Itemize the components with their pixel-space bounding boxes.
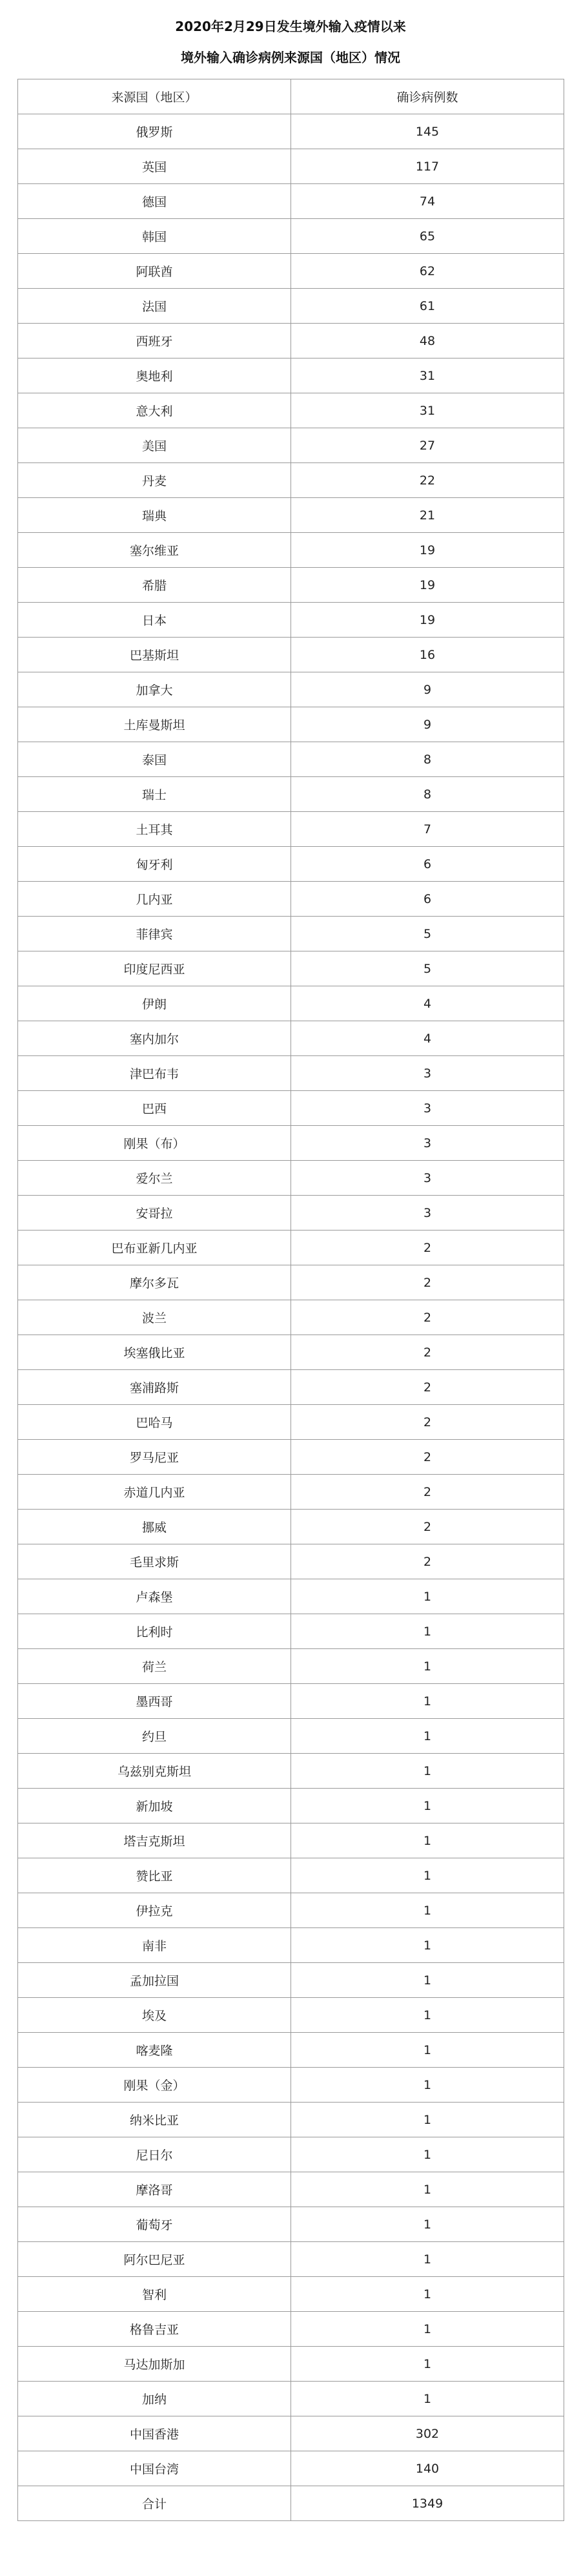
- title-line-2: 境外输入确诊病例来源国（地区）情况: [181, 50, 400, 65]
- cell-case-count: 62: [291, 254, 564, 289]
- cell-country: 比利时: [18, 1614, 291, 1649]
- cell-country: 津巴布韦: [18, 1056, 291, 1091]
- cell-case-count: 4: [291, 986, 564, 1021]
- cell-country: 瑞士: [18, 777, 291, 812]
- cell-case-count: 1: [291, 2068, 564, 2103]
- cell-case-count: 31: [291, 358, 564, 393]
- cell-case-count: 1: [291, 1858, 564, 1893]
- cell-case-count: 3: [291, 1196, 564, 1231]
- table-row: [18, 1196, 564, 1231]
- table-row: [18, 428, 564, 463]
- cell-case-count: 1: [291, 1719, 564, 1754]
- cell-country: 伊朗: [18, 986, 291, 1021]
- cell-country: 阿联酋: [18, 254, 291, 289]
- cell-country: 加拿大: [18, 672, 291, 707]
- table-row: [18, 1161, 564, 1196]
- cell-case-count: 27: [291, 428, 564, 463]
- cell-country: 挪威: [18, 1510, 291, 1544]
- cell-country: 美国: [18, 428, 291, 463]
- cell-case-count: 21: [291, 498, 564, 533]
- table-row: [18, 1579, 564, 1614]
- cell-country: 巴基斯坦: [18, 638, 291, 672]
- cell-case-count: 1: [291, 2347, 564, 2382]
- table-row: [18, 289, 564, 324]
- cell-case-count: 2: [291, 1475, 564, 1510]
- cell-country: 乌兹别克斯坦: [18, 1754, 291, 1789]
- cell-country: 马达加斯加: [18, 2347, 291, 2382]
- table-row: [18, 1021, 564, 1056]
- table-row: [18, 777, 564, 812]
- cell-case-count: 1: [291, 2103, 564, 2137]
- table-row: [18, 219, 564, 254]
- cell-case-count: 22: [291, 463, 564, 498]
- cell-country: 塞内加尔: [18, 1021, 291, 1056]
- cell-case-count: 8: [291, 742, 564, 777]
- table-row: [18, 951, 564, 986]
- cell-case-count: 117: [291, 149, 564, 184]
- table-row: [18, 1440, 564, 1475]
- cell-country: 波兰: [18, 1300, 291, 1335]
- cell-country: 安哥拉: [18, 1196, 291, 1231]
- cell-country: 摩洛哥: [18, 2172, 291, 2207]
- cell-case-count: 1: [291, 2172, 564, 2207]
- cell-case-count: 1: [291, 1998, 564, 2033]
- cell-country: 巴布亚新几内亚: [18, 1231, 291, 1265]
- cell-case-count: 1: [291, 2207, 564, 2242]
- cell-country: 德国: [18, 184, 291, 219]
- table-row: [18, 1893, 564, 1928]
- cell-case-count: 19: [291, 568, 564, 603]
- cell-country: 几内亚: [18, 882, 291, 917]
- cell-case-count: 1: [291, 1579, 564, 1614]
- cell-case-count: 61: [291, 289, 564, 324]
- cell-country: 奥地利: [18, 358, 291, 393]
- table-row: [18, 603, 564, 638]
- cell-country: 约旦: [18, 1719, 291, 1754]
- table-row: [18, 533, 564, 568]
- table-row: [18, 672, 564, 707]
- cell-country: 意大利: [18, 393, 291, 428]
- cell-country: 英国: [18, 149, 291, 184]
- cell-case-count: 1: [291, 2382, 564, 2416]
- cell-case-count: 74: [291, 184, 564, 219]
- table-row: [18, 2207, 564, 2242]
- cell-country: 塔吉克斯坦: [18, 1823, 291, 1858]
- table-row: [18, 2347, 564, 2382]
- table-row: [18, 498, 564, 533]
- table-row: [18, 114, 564, 149]
- cell-country: 印度尼西亚: [18, 951, 291, 986]
- table-row: [18, 463, 564, 498]
- table-row: [18, 882, 564, 917]
- table-row: [18, 707, 564, 742]
- cell-case-count: 16: [291, 638, 564, 672]
- cell-country: 巴哈马: [18, 1405, 291, 1440]
- table-row: [18, 2137, 564, 2172]
- cell-country: 赤道几内亚: [18, 1475, 291, 1510]
- header-confirmed-cases: 确诊病例数: [291, 79, 564, 114]
- table-row: [18, 2242, 564, 2277]
- table-row: [18, 1963, 564, 1998]
- cell-country: 中国香港: [18, 2416, 291, 2451]
- cell-country: 丹麦: [18, 463, 291, 498]
- cell-country: 孟加拉国: [18, 1963, 291, 1998]
- table-row: [18, 1056, 564, 1091]
- cell-case-count: 48: [291, 324, 564, 358]
- cell-case-count: 1: [291, 1684, 564, 1719]
- table-row: [18, 1335, 564, 1370]
- cell-country: 荷兰: [18, 1649, 291, 1684]
- cell-case-count: 9: [291, 707, 564, 742]
- cell-country: 塞尔维亚: [18, 533, 291, 568]
- cell-country: 埃及: [18, 1998, 291, 2033]
- cell-country: 俄罗斯: [18, 114, 291, 149]
- table-row: [18, 2486, 564, 2521]
- cell-case-count: 5: [291, 917, 564, 951]
- cell-country: 纳米比亚: [18, 2103, 291, 2137]
- cell-country: 韩国: [18, 219, 291, 254]
- cell-case-count: 1: [291, 1928, 564, 1963]
- table-row: [18, 1300, 564, 1335]
- cell-country: 希腊: [18, 568, 291, 603]
- cell-country: 加纳: [18, 2382, 291, 2416]
- cell-country: 卢森堡: [18, 1579, 291, 1614]
- table-row: [18, 917, 564, 951]
- cell-case-count: 1: [291, 2242, 564, 2277]
- cell-case-count: 1: [291, 2137, 564, 2172]
- cell-country: 瑞典: [18, 498, 291, 533]
- table-row: [18, 2451, 564, 2486]
- cell-country: 匈牙利: [18, 847, 291, 882]
- table-row: [18, 1231, 564, 1265]
- cell-case-count: 7: [291, 812, 564, 847]
- table-row: [18, 812, 564, 847]
- cell-country: 伊拉克: [18, 1893, 291, 1928]
- cell-country: 中国台湾: [18, 2451, 291, 2486]
- table-row: [18, 1544, 564, 1579]
- cell-case-count: 2: [291, 1300, 564, 1335]
- cell-case-count: 1: [291, 2312, 564, 2347]
- cell-case-count: 1: [291, 1823, 564, 1858]
- cell-case-count: 4: [291, 1021, 564, 1056]
- cell-case-count: 2: [291, 1405, 564, 1440]
- table-row: [18, 2172, 564, 2207]
- cell-case-count: 1: [291, 1754, 564, 1789]
- cell-case-count: 1349: [291, 2486, 564, 2521]
- table-row: [18, 568, 564, 603]
- cell-case-count: 2: [291, 1510, 564, 1544]
- cell-case-count: 1: [291, 1649, 564, 1684]
- table-row: [18, 184, 564, 219]
- cell-case-count: 5: [291, 951, 564, 986]
- cell-case-count: 3: [291, 1091, 564, 1126]
- table-row: [18, 1823, 564, 1858]
- cell-case-count: 2: [291, 1440, 564, 1475]
- cell-country: 爱尔兰: [18, 1161, 291, 1196]
- cell-country: 菲律宾: [18, 917, 291, 951]
- table-row: [18, 1370, 564, 1405]
- cell-country: 法国: [18, 289, 291, 324]
- cell-case-count: 65: [291, 219, 564, 254]
- cell-country: 格鲁吉亚: [18, 2312, 291, 2347]
- table-row: [18, 324, 564, 358]
- table-row: [18, 638, 564, 672]
- table-row: [18, 1475, 564, 1510]
- cell-country: 塞浦路斯: [18, 1370, 291, 1405]
- cell-country: 土库曼斯坦: [18, 707, 291, 742]
- table-row: [18, 986, 564, 1021]
- table-row: [18, 1510, 564, 1544]
- header-source-country: 来源国（地区）: [18, 79, 291, 114]
- cell-country: 刚果（金）: [18, 2068, 291, 2103]
- cell-case-count: 2: [291, 1370, 564, 1405]
- cell-case-count: 19: [291, 533, 564, 568]
- cell-country: 新加坡: [18, 1789, 291, 1823]
- cell-case-count: 302: [291, 2416, 564, 2451]
- cell-country: 南非: [18, 1928, 291, 1963]
- cell-case-count: 31: [291, 393, 564, 428]
- cell-case-count: 1: [291, 2033, 564, 2068]
- cell-country: 葡萄牙: [18, 2207, 291, 2242]
- cell-case-count: 8: [291, 777, 564, 812]
- table-row: [18, 1789, 564, 1823]
- table-row: [18, 1649, 564, 1684]
- cell-case-count: 6: [291, 847, 564, 882]
- table-row: [18, 742, 564, 777]
- cell-case-count: 140: [291, 2451, 564, 2486]
- cell-country: 尼日尔: [18, 2137, 291, 2172]
- cell-case-count: 1: [291, 1893, 564, 1928]
- cell-country: 智利: [18, 2277, 291, 2312]
- cell-case-count: 145: [291, 114, 564, 149]
- table-row: [18, 358, 564, 393]
- cell-country: 墨西哥: [18, 1684, 291, 1719]
- title-line-1: 2020年2月29日发生境外输入疫情以来: [175, 19, 406, 34]
- table-row: [18, 1614, 564, 1649]
- cell-case-count: 1: [291, 1614, 564, 1649]
- table-row: [18, 1091, 564, 1126]
- table-row: [18, 1754, 564, 1789]
- cell-country: 毛里求斯: [18, 1544, 291, 1579]
- table-row: [18, 1405, 564, 1440]
- cell-country: 喀麦隆: [18, 2033, 291, 2068]
- cell-case-count: 1: [291, 2277, 564, 2312]
- table-row: [18, 2312, 564, 2347]
- cell-case-count: 3: [291, 1161, 564, 1196]
- table-row: [18, 2416, 564, 2451]
- table-row: [18, 1684, 564, 1719]
- cell-country: 阿尔巴尼亚: [18, 2242, 291, 2277]
- cell-case-count: 2: [291, 1544, 564, 1579]
- table-row: [18, 847, 564, 882]
- table-row: [18, 2068, 564, 2103]
- cell-case-count: 2: [291, 1265, 564, 1300]
- cell-case-count: 3: [291, 1126, 564, 1161]
- cell-country: 埃塞俄比亚: [18, 1335, 291, 1370]
- table-row: [18, 1265, 564, 1300]
- cell-country: 合计: [18, 2486, 291, 2521]
- source-country-table: [17, 79, 564, 2521]
- cell-case-count: 2: [291, 1335, 564, 1370]
- cell-country: 西班牙: [18, 324, 291, 358]
- cell-case-count: 3: [291, 1056, 564, 1091]
- table-row: [18, 149, 564, 184]
- table-row: [18, 254, 564, 289]
- table-row: [18, 393, 564, 428]
- table-row: [18, 2103, 564, 2137]
- cell-country: 土耳其: [18, 812, 291, 847]
- cell-case-count: 1: [291, 1963, 564, 1998]
- cell-case-count: 9: [291, 672, 564, 707]
- table-row: [18, 1858, 564, 1893]
- table-row: [18, 1719, 564, 1754]
- cell-country: 刚果（布）: [18, 1126, 291, 1161]
- table-row: [18, 1998, 564, 2033]
- cell-country: 赞比亚: [18, 1858, 291, 1893]
- table-row: [18, 2382, 564, 2416]
- cell-case-count: 6: [291, 882, 564, 917]
- cell-country: 罗马尼亚: [18, 1440, 291, 1475]
- table-header-row: [18, 79, 564, 114]
- table-row: [18, 2033, 564, 2068]
- cell-country: 摩尔多瓦: [18, 1265, 291, 1300]
- cell-country: 日本: [18, 603, 291, 638]
- cell-country: 泰国: [18, 742, 291, 777]
- cell-case-count: 1: [291, 1789, 564, 1823]
- cell-case-count: 2: [291, 1231, 564, 1265]
- table-row: [18, 1126, 564, 1161]
- table-row: [18, 1928, 564, 1963]
- table-row: [18, 2277, 564, 2312]
- cell-country: 巴西: [18, 1091, 291, 1126]
- cell-case-count: 19: [291, 603, 564, 638]
